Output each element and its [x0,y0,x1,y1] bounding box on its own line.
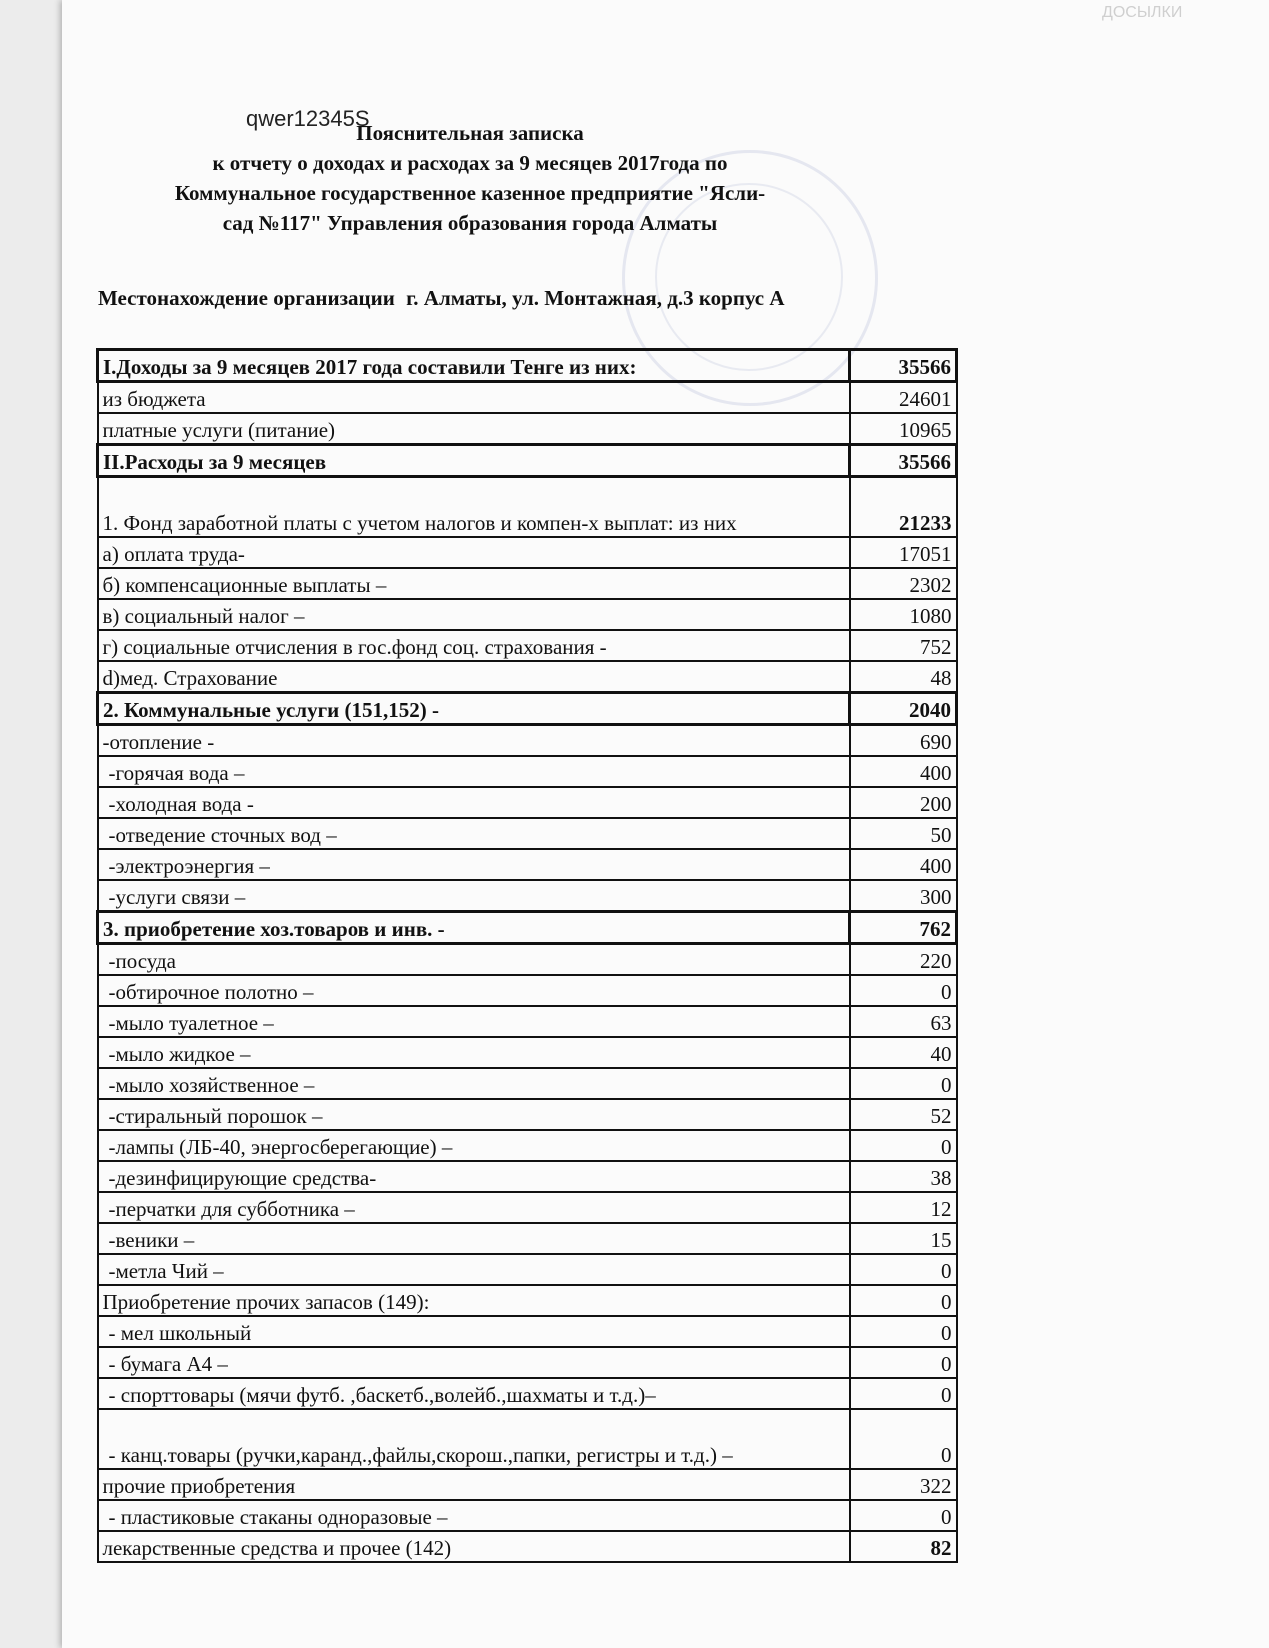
row-value: 40 [850,1037,957,1068]
table-row [98,1409,957,1469]
row-value: 15 [850,1223,957,1254]
row-value: 200 [850,787,957,818]
row-value: 762 [850,912,957,944]
row-label: г) социальные отчисления в гос.фонд соц. страхования - [98,630,850,661]
row-value: 35566 [850,445,957,477]
row-label: -перчатки для субботника – [98,1192,850,1223]
row-label: б) компенсационные выплаты – [98,568,850,599]
table-row [98,912,957,944]
table-row [98,849,957,880]
table-row [98,1037,957,1068]
table-row [98,944,957,976]
table-row [98,661,957,693]
row-value: 0 [850,1130,957,1161]
table-row [98,1378,957,1409]
table-row [98,1099,957,1130]
row-label: II.Расходы за 9 месяцев [98,445,850,477]
table-row [98,1469,957,1500]
table-row [98,537,957,568]
row-value: 752 [850,630,957,661]
row-label: -посуда [98,944,850,976]
row-value: 17051 [850,537,957,568]
row-value: 52 [850,1099,957,1130]
row-value: 0 [850,1285,957,1316]
row-label: -мыло хозяйственное – [98,1068,850,1099]
table-row [98,630,957,661]
table-row [98,725,957,757]
row-value: 0 [850,1068,957,1099]
row-label: -мыло туалетное – [98,1006,850,1037]
faded-header-text: ДОСЫЛКИ [1102,4,1183,21]
table-row [98,1223,957,1254]
row-label: -обтирочное полотно – [98,975,850,1006]
row-label: в) социальный налог – [98,599,850,630]
row-value: 82 [850,1531,957,1562]
row-value: 63 [850,1006,957,1037]
row-label: -электроэнергия – [98,849,850,880]
row-value: 322 [850,1469,957,1500]
row-value: 2040 [850,693,957,725]
row-label: -холодная вода - [98,787,850,818]
row-label: d)мед. Страхование [98,661,850,693]
table-row [98,1316,957,1347]
row-value: 220 [850,944,957,976]
row-label: а) оплата труда- [98,537,850,568]
row-value: 21233 [850,477,957,538]
table-row [98,350,957,382]
row-value: 12 [850,1192,957,1223]
row-label: -отопление - [98,725,850,757]
row-value: 48 [850,661,957,693]
location-value: г. Алматы, ул. Монтажная, д.3 корпус А [406,286,785,310]
row-label: лекарственные средства и прочее (142) [98,1531,850,1562]
table-row [98,1531,957,1562]
row-value: 38 [850,1161,957,1192]
row-value: 2302 [850,568,957,599]
table-row [98,1192,957,1223]
row-label: -услуги связи – [98,880,850,912]
row-label: -веники – [98,1223,850,1254]
table-body [98,350,957,1563]
table-row [98,756,957,787]
row-value: 0 [850,1316,957,1347]
document-id-code: qwer12345S [246,106,370,131]
table-row [98,1006,957,1037]
row-label: Приобретение прочих запасов (149): [98,1285,850,1316]
title-line-2: к отчету о доходах и расходах за 9 месяцев 2017года по [212,151,728,175]
row-label: -лампы (ЛБ-40, энергосберегающие) – [98,1130,850,1161]
title-line-4: сад №117" Управления образования города Алматы [222,211,718,235]
table-row [98,413,957,445]
table-row [98,477,957,538]
row-label: 1. Фонд заработной платы с учетом налогов и компен-х выплат: из них [98,477,850,538]
row-value: 400 [850,756,957,787]
organization-location [98,286,785,311]
income-expense-table [96,348,958,1563]
table-row [98,1068,957,1099]
row-label: I.Доходы за 9 месяцев 2017 года составили Тенге из них: [98,350,850,382]
table-row [98,787,957,818]
row-value: 400 [850,849,957,880]
row-label: - пластиковые стаканы одноразовые – [98,1500,850,1531]
row-value: 300 [850,880,957,912]
table-row [98,1347,957,1378]
row-value: 50 [850,818,957,849]
row-value: 0 [850,1378,957,1409]
row-label: 2. Коммунальные услуги (151,152) - [98,693,850,725]
title-line-3: Коммунальное государственное казенное предприятие "Ясли- [174,181,766,205]
row-label: - бумага А4 – [98,1347,850,1378]
row-label: - канц.товары (ручки,каранд.,файлы,скорош.,папки, регистры и т.д.) – [98,1409,850,1469]
row-label: - спорттовары (мячи футб. ,баскетб.,волейб.,шахматы и т.д.)– [98,1378,850,1409]
table-row [98,1254,957,1285]
row-label: прочие приобретения [98,1469,850,1500]
row-value: 35566 [850,350,957,382]
row-value: 0 [850,1347,957,1378]
table-row [98,1500,957,1531]
table-row [98,568,957,599]
row-label: -отведение сточных вод – [98,818,850,849]
document-title [100,118,840,238]
row-label: -стиральный порошок – [98,1099,850,1130]
table-row [98,975,957,1006]
row-label: -дезинфицирующие средства- [98,1161,850,1192]
row-label: -мыло жидкое – [98,1037,850,1068]
row-value: 24601 [850,382,957,414]
row-value: 10965 [850,413,957,445]
row-value: 690 [850,725,957,757]
location-label: Местонахождение организации [98,286,395,310]
row-label: -горячая вода – [98,756,850,787]
row-value: 0 [850,1500,957,1531]
row-value: 1080 [850,599,957,630]
row-label: из бюджета [98,382,850,414]
row-label: -метла Чий – [98,1254,850,1285]
table-row [98,818,957,849]
table-row [98,1285,957,1316]
row-value: 0 [850,975,957,1006]
table-row [98,880,957,912]
table-row [98,1130,957,1161]
row-value: 0 [850,1254,957,1285]
row-value: 0 [850,1409,957,1469]
table-row [98,1161,957,1192]
table-row [98,693,957,725]
table-row [98,382,957,414]
table-row [98,599,957,630]
row-label: 3. приобретение хоз.товаров и инв. - [98,912,850,944]
title-line-1: Пояснительная записка [356,121,584,145]
row-label: - мел школьный [98,1316,850,1347]
table-row [98,445,957,477]
row-label: платные услуги (питание) [98,413,850,445]
